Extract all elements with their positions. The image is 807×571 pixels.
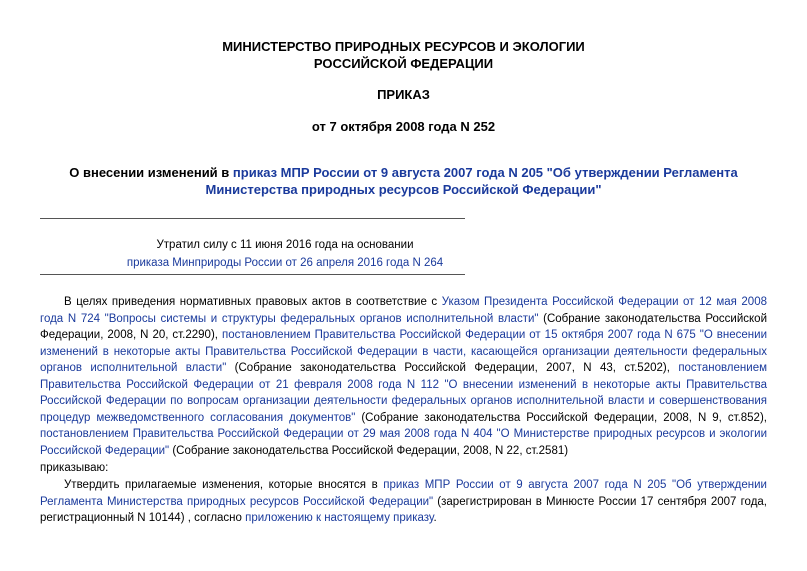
title-prefix: О внесении изменений в (69, 165, 233, 180)
text-run: (Собрание законодательства Российской Федерации, 2007, N 43, ст.5202), (226, 362, 679, 374)
divider-bottom (40, 274, 465, 275)
doc-type: ПРИКАЗ (377, 87, 430, 102)
prikaz-205-link[interactable]: приказ МПР России от 9 августа 2007 года N 205 "Об утверждении Регламента Министерства природных ресурсов Российской Федерации" (40, 479, 767, 508)
status-note (40, 236, 530, 272)
text-run: . (433, 512, 437, 524)
order-word: приказываю: (40, 462, 109, 474)
doc-date: от 7 октября 2008 года N 252 (311, 119, 496, 134)
ministry-line-1: МИНИСТЕРСТВО ПРИРОДНЫХ РЕСУРСОВ И ЭКОЛОГИИ (222, 39, 585, 54)
order-paragraph (40, 477, 767, 527)
appendix-link[interactable]: приложению к настоящему приказу (245, 512, 434, 524)
divider-top (40, 218, 465, 219)
document-title (0, 164, 807, 198)
header (0, 38, 807, 72)
status-link[interactable]: приказа Минприроды России от 26 апреля 2016 года N 264 (126, 257, 444, 269)
postanovlenie-404-link[interactable]: постановлением Правительства Российской Федерации от 29 мая 2008 года N 404 "О Министерстве природных ресурсов и экологии Российской Федерации" (40, 428, 767, 457)
title-link[interactable]: приказ МПР России от 9 августа 2007 года N 205 "Об утверждении Регламента (232, 165, 738, 180)
postanovlenie-112-link[interactable]: постановлением Правительства Российской Федерации от 21 февраля 2008 года N 112 "О внесении изменений в некоторые акты Правительства Российской Федерации по вопросам организации деятельности федеральных органов исполнительной власти и совершенствования процедур межведомственного согласования документов" (40, 362, 767, 424)
ukaz-724-link[interactable]: Указом Президента Российской Федерации от 12 мая 2008 года N 724 "Вопросы системы и структуры федеральных органов исполнительной власти" (40, 296, 767, 325)
postanovlenie-675-link[interactable]: постановлением Правительства Российской Федерации от 15 октября 2007 года N 675 "О внесении изменений в некоторые акты Правительства Российской Федерации в части, касающейся организации деятельности федеральных органов исполнительной власти" (40, 329, 767, 374)
text-run: (Собрание законодательства Российской Федерации, 2008, N 9, ст.852), (355, 411, 767, 424)
ministry-line-2: РОССИЙСКОЙ ФЕДЕРАЦИИ (313, 56, 494, 71)
text-run: (зарегистрирован в Минюсте России 17 сентября 2007 года, регистрационный N 10144) , согласно (40, 495, 767, 524)
status-text: Утратил силу с 11 июня 2016 года на основании (156, 239, 414, 251)
text-run: (Собрание законодательства Российской Федерации, 2008, N 22, ст.2581) (169, 444, 569, 457)
preamble-paragraph (40, 294, 767, 459)
text-run: Утвердить прилагаемые изменения, которые вносятся в (64, 479, 384, 491)
text-run: (Собрание законодательства Российской Федерации, 2008, N 20, ст.2290), (40, 312, 768, 341)
title-link-continued[interactable]: Министерства природных ресурсов Российской Федерации" (205, 182, 602, 197)
text-run: В целях приведения нормативных правовых актов в соответствие с (64, 296, 442, 308)
